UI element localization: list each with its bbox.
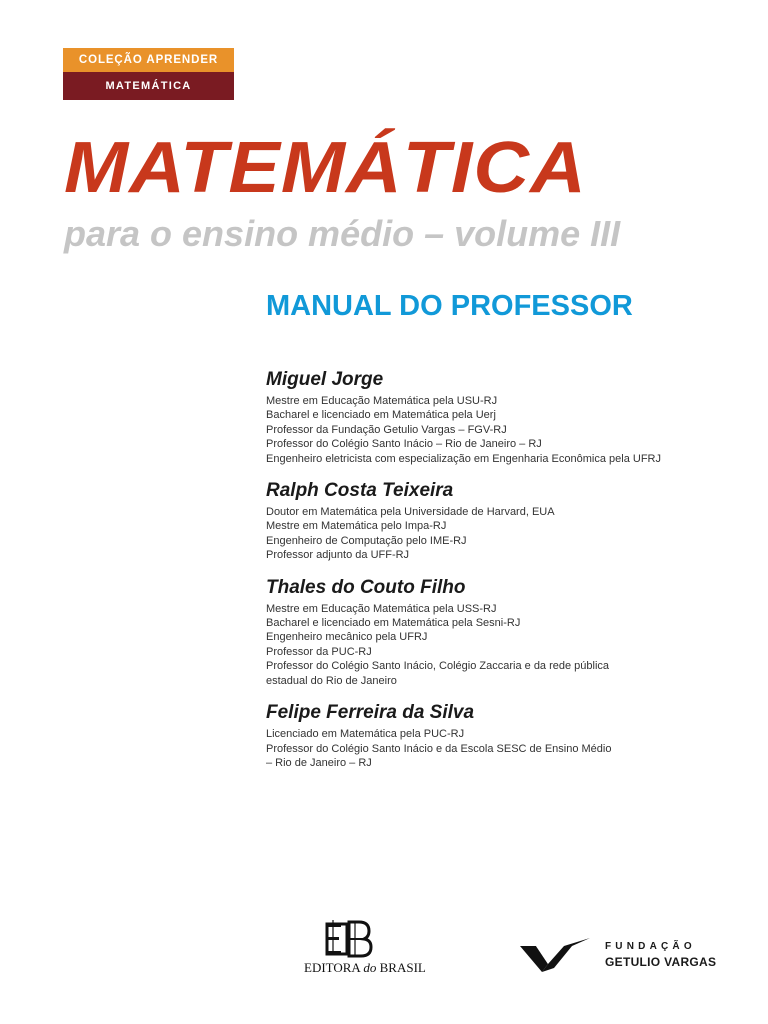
author-credential: Engenheiro de Computação pelo IME-RJ (266, 534, 467, 547)
author-credential: Professor da Fundação Getulio Vargas – FGV-RJ (266, 423, 507, 436)
publisher-name-part: EDITORA (304, 960, 364, 975)
editora-do-brasil-logo-icon (325, 918, 373, 958)
author-credential: Engenheiro mecânico pela UFRJ (266, 631, 428, 644)
author-block (266, 366, 736, 466)
collection-badge (63, 48, 234, 100)
author-name: Felipe Ferreira da Silva (266, 702, 475, 724)
author-credential: – Rio de Janeiro – RJ (266, 756, 372, 769)
author-block (266, 477, 736, 563)
author-credential: Professor do Colégio Santo Inácio – Rio de Janeiro – RJ (266, 438, 542, 451)
authors-list (266, 366, 736, 781)
author-block (266, 574, 736, 688)
collection-subject: MATEMÁTICA (63, 72, 234, 100)
fgv-block (520, 938, 720, 988)
fgv-logo-icon (520, 938, 590, 972)
author-credential: estadual do Rio de Janeiro (266, 674, 397, 687)
author-credential: Professor adjunto da UFF-RJ (266, 549, 410, 562)
author-credential: Professor da PUC-RJ (266, 645, 372, 658)
book-subtitle: para o ensino médio – volume III (64, 213, 621, 254)
publisher-name-part: do (363, 960, 377, 975)
author-block (266, 699, 736, 770)
manual-heading: MANUAL DO PROFESSOR (266, 290, 633, 322)
author-credential: Professor do Colégio Santo Inácio, Colégio Zaccaria e da rede pública (266, 660, 610, 673)
author-credential: Mestre em Matemática pelo Impa-RJ (266, 520, 447, 533)
author-name: Miguel Jorge (266, 369, 384, 390)
author-credential: Mestre em Educação Matemática pela USU-RJ (266, 395, 498, 407)
author-credential: Mestre em Educação Matemática pela USS-RJ (266, 602, 497, 615)
book-title: MATEMÁTICA (64, 128, 587, 208)
author-credential: Professor do Colégio Santo Inácio e da Escola SESC de Ensino Médio (266, 742, 612, 755)
author-credential: Bacharel e licenciado em Matemática pela Sesni-RJ (266, 617, 521, 630)
fgv-name-line1: FUNDAÇÃO (605, 941, 696, 952)
publisher-name (304, 960, 426, 976)
author-name: Thales do Couto Filho (266, 576, 466, 598)
author-credential: Doutor em Matemática pela Universidade de Harvard, EUA (266, 506, 555, 519)
author-credential: Licenciado em Matemática pela PUC-RJ (266, 728, 465, 741)
fgv-name-line2: GETULIO VARGAS (605, 955, 717, 969)
publisher-block (304, 918, 426, 976)
author-credential: Bacharel e licenciado em Matemática pela Uerj (266, 409, 496, 422)
author-credential: Engenheiro eletricista com especialização em Engenharia Econômica pela UFRJ (266, 452, 661, 465)
author-name: Ralph Costa Teixeira (266, 480, 454, 502)
collection-name: COLEÇÃO APRENDER (63, 48, 234, 72)
publisher-name-part: BRASIL (376, 960, 426, 975)
